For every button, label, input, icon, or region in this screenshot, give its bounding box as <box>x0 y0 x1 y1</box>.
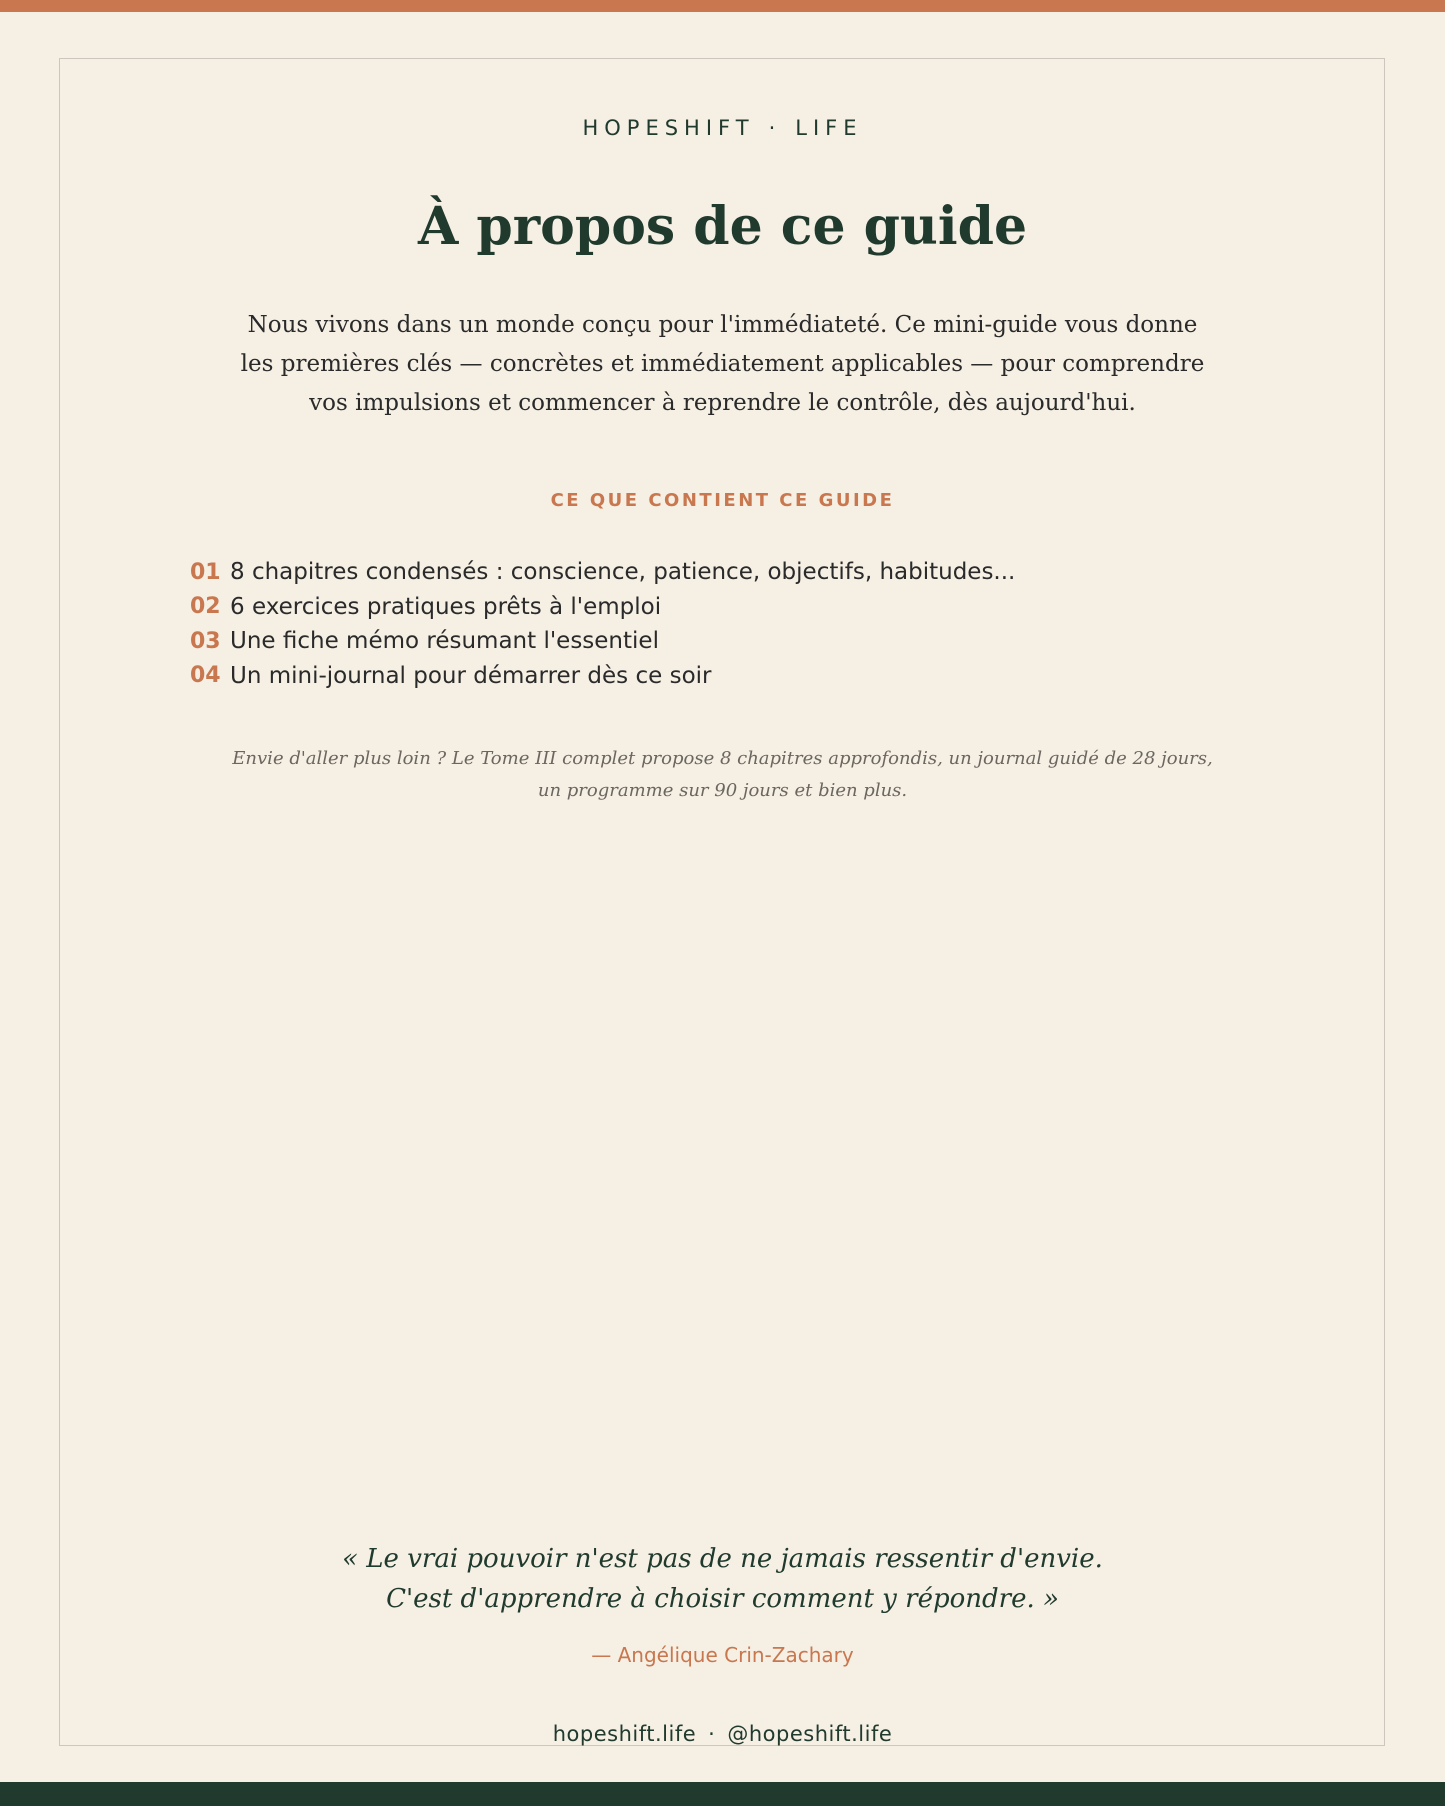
quote <box>0 1539 1445 1619</box>
list-item-number: 03 <box>190 628 221 654</box>
contents-list <box>190 555 1015 693</box>
intro-paragraph: Nous vivons dans un monde conçu pour l'immédiateté. Ce mini-guide vous donne les premières clés — concrètes et immédiatement applicables — pour comprendre vos impulsions et commencer à reprendre le contrôle, dès aujourd'hui. <box>240 312 1205 416</box>
list-item <box>190 624 1015 659</box>
quote-line-2: C'est d'apprendre à choisir comment y répondre. » <box>386 1584 1059 1614</box>
page-title: À propos de ce guide <box>417 196 1028 257</box>
list-item-text: 8 chapitres condensés : conscience, patience, objectifs, habitudes... <box>230 559 1016 586</box>
list-item <box>190 590 1015 625</box>
footer-social-handle[interactable]: @hopeshift.life <box>727 1722 893 1746</box>
upsell-note: Envie d'aller plus loin ? Le Tome III complet propose 8 chapitres approfondis, un journal guidé de 28 jours, un programme sur 90 jours et bien plus. <box>232 748 1213 801</box>
quote-author: — Angélique Crin-Zachary <box>591 1643 854 1667</box>
list-item-text: Une fiche mémo résumant l'essentiel <box>230 628 659 655</box>
section-heading: CE QUE CONTIENT CE GUIDE <box>550 490 895 511</box>
list-item-number: 04 <box>190 663 221 689</box>
list-item-number: 01 <box>190 559 221 585</box>
brand-separator: · <box>768 116 782 140</box>
list-item <box>190 659 1015 694</box>
footer-separator: · <box>708 1722 716 1746</box>
quote-line-1: « Le vrai pouvoir n'est pas de ne jamais ressentir d'envie. <box>342 1544 1103 1574</box>
footer <box>0 1722 1445 1746</box>
list-item-number: 02 <box>190 594 221 620</box>
bottom-accent-bar <box>0 1782 1445 1806</box>
list-item <box>190 555 1015 590</box>
brand-suffix: LIFE <box>795 116 863 140</box>
brand-name: HOPESHIFT <box>582 116 755 140</box>
footer-website-link[interactable]: hopeshift.life <box>552 1722 697 1746</box>
top-accent-bar <box>0 0 1445 12</box>
list-item-text: Un mini-journal pour démarrer dès ce soir <box>230 662 712 689</box>
list-item-text: 6 exercices pratiques prêts à l'emploi <box>230 593 662 620</box>
brand-header <box>0 116 1445 140</box>
